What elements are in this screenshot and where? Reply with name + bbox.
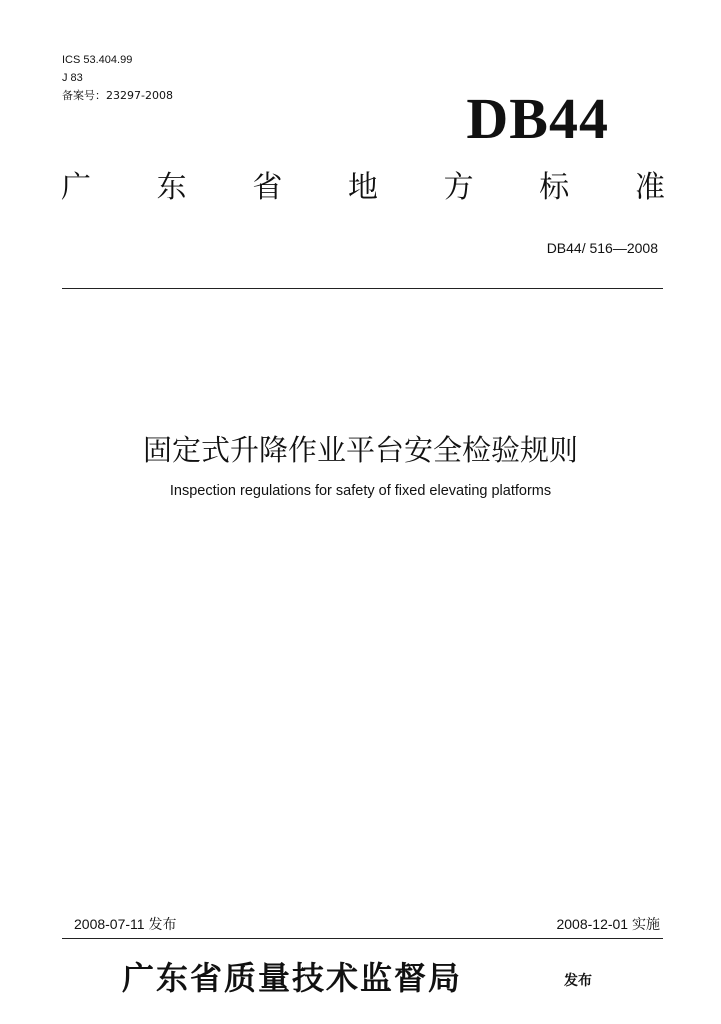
issue-date: 2008-07-11 发布 [74,916,177,932]
document-title-chinese: 固定式升降作业平台安全检验规则 [142,433,578,467]
standard-type-char: 方 [443,170,474,205]
standard-type-char: 准 [634,170,665,205]
standard-type-char: 省 [252,170,283,205]
ics-code: ICS 53.404.99 [62,54,133,66]
standard-type-char: 地 [347,170,378,205]
standard-type-char: 标 [539,170,570,205]
issuing-authority: 广东省质量技术监督局 [122,959,463,997]
standard-number: DB44/ 516—2008 [546,240,658,256]
standard-type-char: 东 [156,170,187,205]
record-number: 备案号：23297-2008 [62,89,173,102]
standard-type-char: 广 [61,170,91,205]
classification-code: J 83 [62,72,83,84]
issuer-action-label: 发布 [564,973,592,989]
document-title-english: Inspection regulations for safety of fixed elevating platforms [169,483,552,499]
top-divider [62,288,663,289]
bottom-divider [62,938,663,939]
implementation-date: 2008-12-01 实施 [556,916,660,932]
standard-type-heading [60,168,666,208]
db44-logo: DB44 [466,86,609,151]
